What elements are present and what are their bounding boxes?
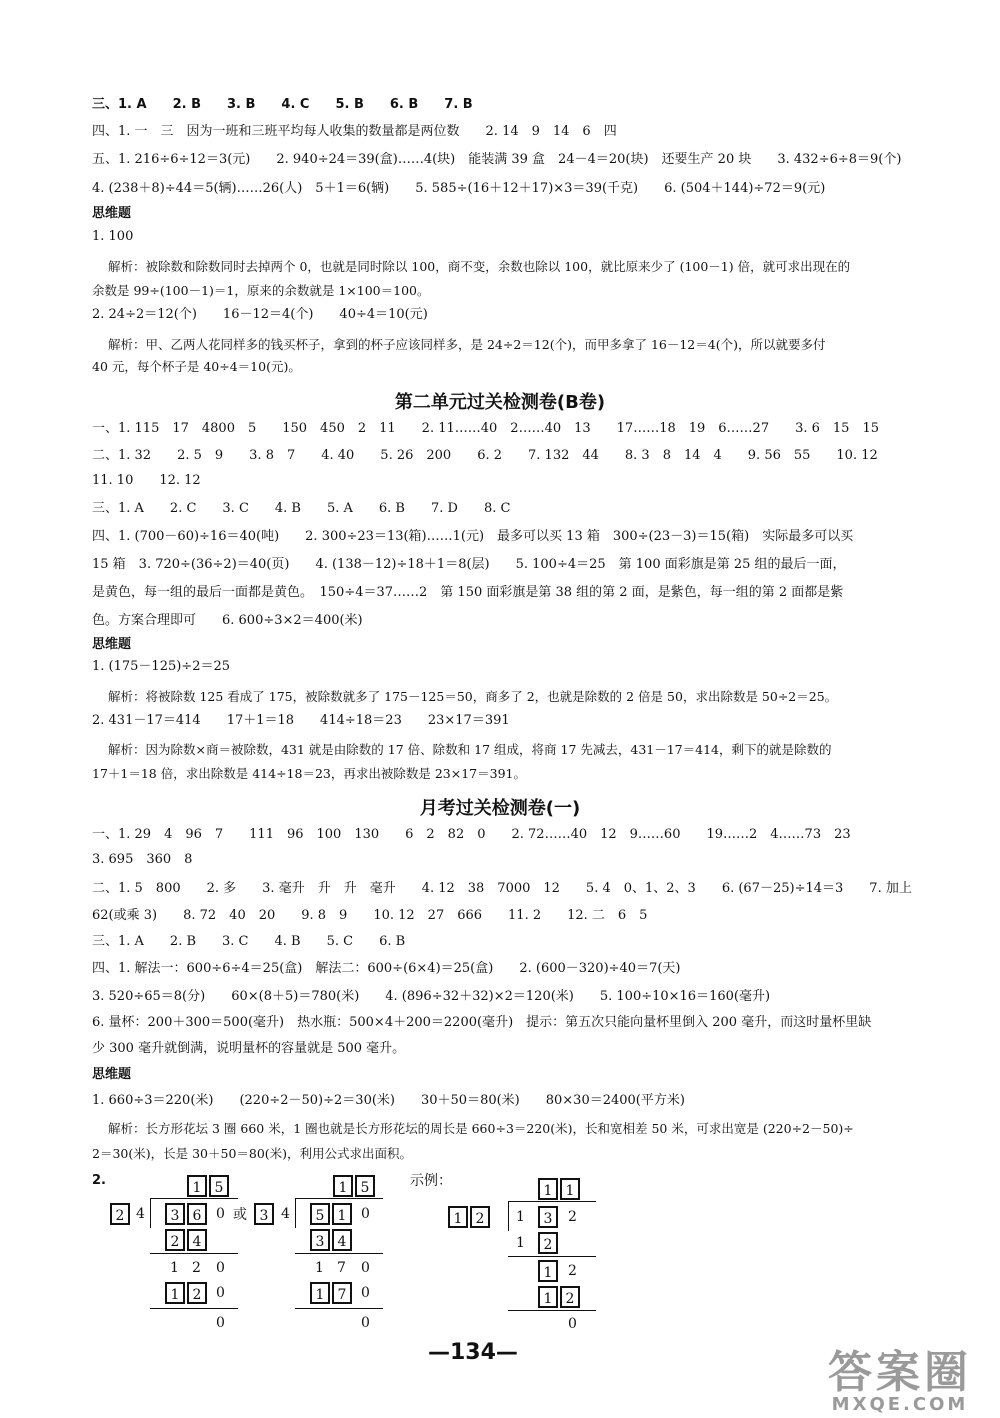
answer-line: 3. 520÷65＝8(分) 60×(8＋5)＝780(米) 4. (896÷32＋32)×2＝120(米) 5. 100÷10×16＝160(毫升)	[92, 989, 771, 1004]
answer-line: 4. (238＋8)÷44＝5(辆)……26(人) 5＋1＝6(辆) 5. 585÷(16＋12＋17)×3＝39(千克) 6. (504＋144)÷72＝9(元)	[92, 181, 826, 196]
step-digit: 0	[361, 1260, 370, 1276]
section-label-thinking: 思维题	[92, 1067, 132, 1082]
answer-line: 11. 10 12. 12	[92, 473, 201, 488]
product-digit: 4	[332, 1229, 352, 1251]
step-digit: 1	[170, 1260, 179, 1276]
quotient-digit: 5	[209, 1175, 229, 1197]
quotient-digit: 5	[355, 1175, 375, 1197]
divisor-digit: 4	[136, 1206, 145, 1222]
answer-line: 2.	[92, 1173, 106, 1188]
answer-line: 1. 660÷3＝220(米) (220÷2－50)÷2＝30(米) 30＋50＝80(米) 80×30＝2400(平方米)	[92, 1093, 685, 1108]
answer-line: 3. 695 360 8	[92, 852, 193, 867]
answer-line: 三、1. A 2. C 3. C 4. B 5. A 6. B 7. D 8. C	[92, 501, 511, 516]
answer-line: 色。方案合理即可 6. 600÷3×2＝400(米)	[92, 613, 363, 628]
answer-line: 五、1. 216÷6÷12＝3(元) 2. 940÷24＝39(盒)……4(块) 能装满 39 盒 24－4＝20(块) 还要生产 20 块 3. 432÷6÷8＝9(个)	[92, 152, 902, 167]
step-digit: 1	[538, 1260, 558, 1282]
explanation-line: 解析：长方形花坛 3 圈 660 米，1 圈也就是长方形花坛的周长是 660÷3＝220(米)，长和宽相差 50 米，可求出宽是 (220÷2－50)÷	[108, 1121, 854, 1136]
remainder: 0	[216, 1315, 225, 1331]
explanation-line: 17＋1＝18 倍，求出除数是 414÷18＝23，再求出被除数是 23×17＝391。	[92, 766, 526, 781]
dividend-digit: 3	[538, 1206, 558, 1228]
division-bracket	[150, 1198, 151, 1228]
subtraction-line	[150, 1308, 238, 1309]
explanation-line: 2＝30(米)，长是 30＋50＝80(米)，利用公式求出面积。	[92, 1146, 413, 1161]
answer-line: 15 箱 3. 720÷(36÷2)＝40(页) 4. (138－12)÷18＋1＝8(层) 5. 100÷4＝25 第 100 面彩旗是第 25 组的最后一面，	[92, 557, 846, 572]
explanation-line: 解析：甲、乙两人花同样多的钱买杯子，拿到的杯子应该同样多，是 24÷2＝12(个)，而甲多拿了 16－12＝4(个)，所以就要多付	[108, 337, 826, 352]
quotient-digit: 1	[187, 1175, 207, 1197]
subtraction-line	[508, 1256, 596, 1257]
product-digit: 1	[516, 1235, 525, 1251]
section-label-thinking: 思维题	[92, 206, 132, 221]
step-digit: 0	[216, 1260, 225, 1276]
step-digit: 2	[192, 1260, 201, 1276]
product-digit: 4	[187, 1229, 207, 1251]
answer-line: 四、1. (700－60)÷16＝40(吨) 2. 300÷23＝13(箱)……1(元) 最多可以买 13 箱 300÷(23－3)＝15(箱) 实际最多可以买	[92, 529, 854, 544]
division-bracket	[150, 1198, 238, 1199]
product-digit: 0	[216, 1285, 225, 1301]
section-title: 月考过关检测卷(一)	[419, 798, 581, 819]
answer-line: 三、1. A 2. B 3. C 4. B 5. C 6. B	[92, 934, 406, 949]
product-digit: 2	[538, 1232, 558, 1254]
quotient-digit: 1	[538, 1178, 558, 1200]
subtraction-line	[295, 1308, 383, 1309]
division-bracket	[508, 1201, 509, 1231]
product-digit: 1	[165, 1282, 185, 1304]
quotient-digit: 1	[560, 1178, 580, 1200]
step-digit: 7	[337, 1260, 346, 1276]
example-label: 示例：	[410, 1173, 452, 1189]
product-digit: 2	[187, 1282, 207, 1304]
answer-line: 四、1. 解法一：600÷6÷4＝25(盒) 解法二：600÷(6×4)＝25(盒) 2. (600－320)÷40＝7(天)	[92, 961, 681, 976]
dividend-digit: 5	[310, 1203, 330, 1225]
explanation-line: 解析：将被除数 125 看成了 175，被除数就多了 175－125＝50，商多了 2，也就是除数的 2 倍是 50，求出除数是 50÷2＝25。	[108, 689, 838, 704]
answer-line: 2. 431－17＝414 17＋1＝18 414÷18＝23 23×17＝391	[92, 713, 510, 728]
dividend-digit: 0	[361, 1206, 370, 1222]
answer-line: 少 300 毫升就倒满，说明量杯的容量就是 500 毫升。	[92, 1041, 406, 1056]
or-label: 或	[233, 1207, 247, 1223]
watermark-url: MXQE.COM	[831, 1394, 969, 1415]
subtraction-line	[508, 1310, 596, 1311]
product-digit: 7	[332, 1282, 352, 1304]
subtraction-line	[150, 1253, 238, 1254]
divisor-digit: 4	[281, 1206, 290, 1222]
division-bracket	[508, 1201, 596, 1202]
divisor-digit: 1	[448, 1206, 468, 1228]
page-number: —134—	[428, 1340, 518, 1365]
product-digit: 1	[538, 1286, 558, 1308]
dividend-digit: 0	[216, 1206, 225, 1222]
answer-line: 一、1. 29 4 96 7 111 96 100 130 6 2 82 0 2. 72……40 12 9……60 19……2 4……73 23	[92, 827, 851, 842]
section-label-thinking: 思维题	[92, 637, 132, 652]
answer-line: 6. 量杯：200＋300＝500(毫升) 热水瓶：500×4＋200＝2200(毫升) 提示：第五次只能向量杯里倒入 200 毫升，而这时量杯里缺	[92, 1015, 872, 1030]
watermark-logo	[810, 1347, 990, 1415]
step-digit: 1	[315, 1260, 324, 1276]
answer-line: 1. (175－125)÷2＝25	[92, 659, 231, 674]
answer-line: 三、1. A 2. B 3. B 4. C 5. B 6. B 7. B	[92, 97, 473, 112]
explanation-line: 解析：被除数和除数同时去掉两个 0，也就是同时除以 100，商不变，余数也除以 100，就比原来少了 (100－1) 倍，就可求出现在的	[108, 259, 851, 274]
dividend-digit: 1	[332, 1203, 352, 1225]
dividend-digit: 6	[187, 1203, 207, 1225]
product-digit: 2	[560, 1286, 580, 1308]
product-digit: 2	[165, 1229, 185, 1251]
answer-line: 是黄色，每一组的最后一面都是黄色。 150÷4＝37……2 第 150 面彩旗是第 38 组的第 2 面，是紫色，每一组的第 2 面都是紫	[92, 585, 844, 600]
answer-line: 2. 24÷2＝12(个) 16－12＝4(个) 40÷4＝10(元)	[92, 307, 428, 322]
divisor-digit: 3	[254, 1203, 274, 1225]
answer-line: 二、1. 5 800 2. 多 3. 毫升 升 升 毫升 4. 12 38 7000 12 5. 4 0、1、2、3 6. (67－25)÷14＝3 7. 加上	[92, 881, 912, 896]
explanation-line: 40 元，每个杯子是 40÷4＝10(元)。	[92, 359, 301, 374]
answer-line: 四、1. 一 三 因为一班和三班平均每人收集的数量都是两位数 2. 14 9 14 6 四	[92, 124, 617, 139]
product-digit: 1	[310, 1282, 330, 1304]
remainder: 0	[568, 1316, 577, 1332]
subtraction-line	[295, 1253, 383, 1254]
step-digit: 2	[568, 1263, 577, 1279]
product-digit: 3	[310, 1229, 330, 1251]
answer-line: 一、1. 115 17 4800 5 150 450 2 11 2. 11……40 2……40 13 17……18 19 6……27 3. 6 15 15	[92, 421, 879, 436]
explanation-line: 余数是 99÷(100－1)＝1，原来的余数就是 1×100＝100。	[92, 283, 430, 298]
answer-line: 1. 100	[92, 229, 134, 244]
division-bracket	[295, 1198, 296, 1228]
product-digit: 0	[361, 1285, 370, 1301]
answer-line: 62(或乘 3) 8. 72 40 20 9. 8 9 10. 12 27 666 11. 2 12. 二 6 5	[92, 908, 648, 923]
section-title: 第二单元过关检测卷(B卷)	[394, 392, 606, 413]
remainder: 0	[361, 1315, 370, 1331]
answer-line: 二、1. 32 2. 5 9 3. 8 7 4. 40 5. 26 200 6. 2 7. 132 44 8. 3 8 14 4 9. 56 55 10. 12	[92, 448, 878, 463]
dividend-digit: 2	[568, 1209, 577, 1225]
dividend-digit: 1	[516, 1209, 525, 1225]
explanation-line: 解析：因为除数×商＝被除数，431 就是由除数的 17 倍、除数和 17 组成，将商 17 先减去，431－17＝414，剩下的就是除数的	[108, 742, 832, 757]
divisor-digit: 2	[470, 1206, 490, 1228]
quotient-digit: 1	[333, 1175, 353, 1197]
watermark-text: 答案圈	[828, 1347, 972, 1398]
dividend-digit: 3	[165, 1203, 185, 1225]
divisor-digit: 2	[110, 1203, 130, 1225]
division-bracket	[295, 1198, 383, 1199]
